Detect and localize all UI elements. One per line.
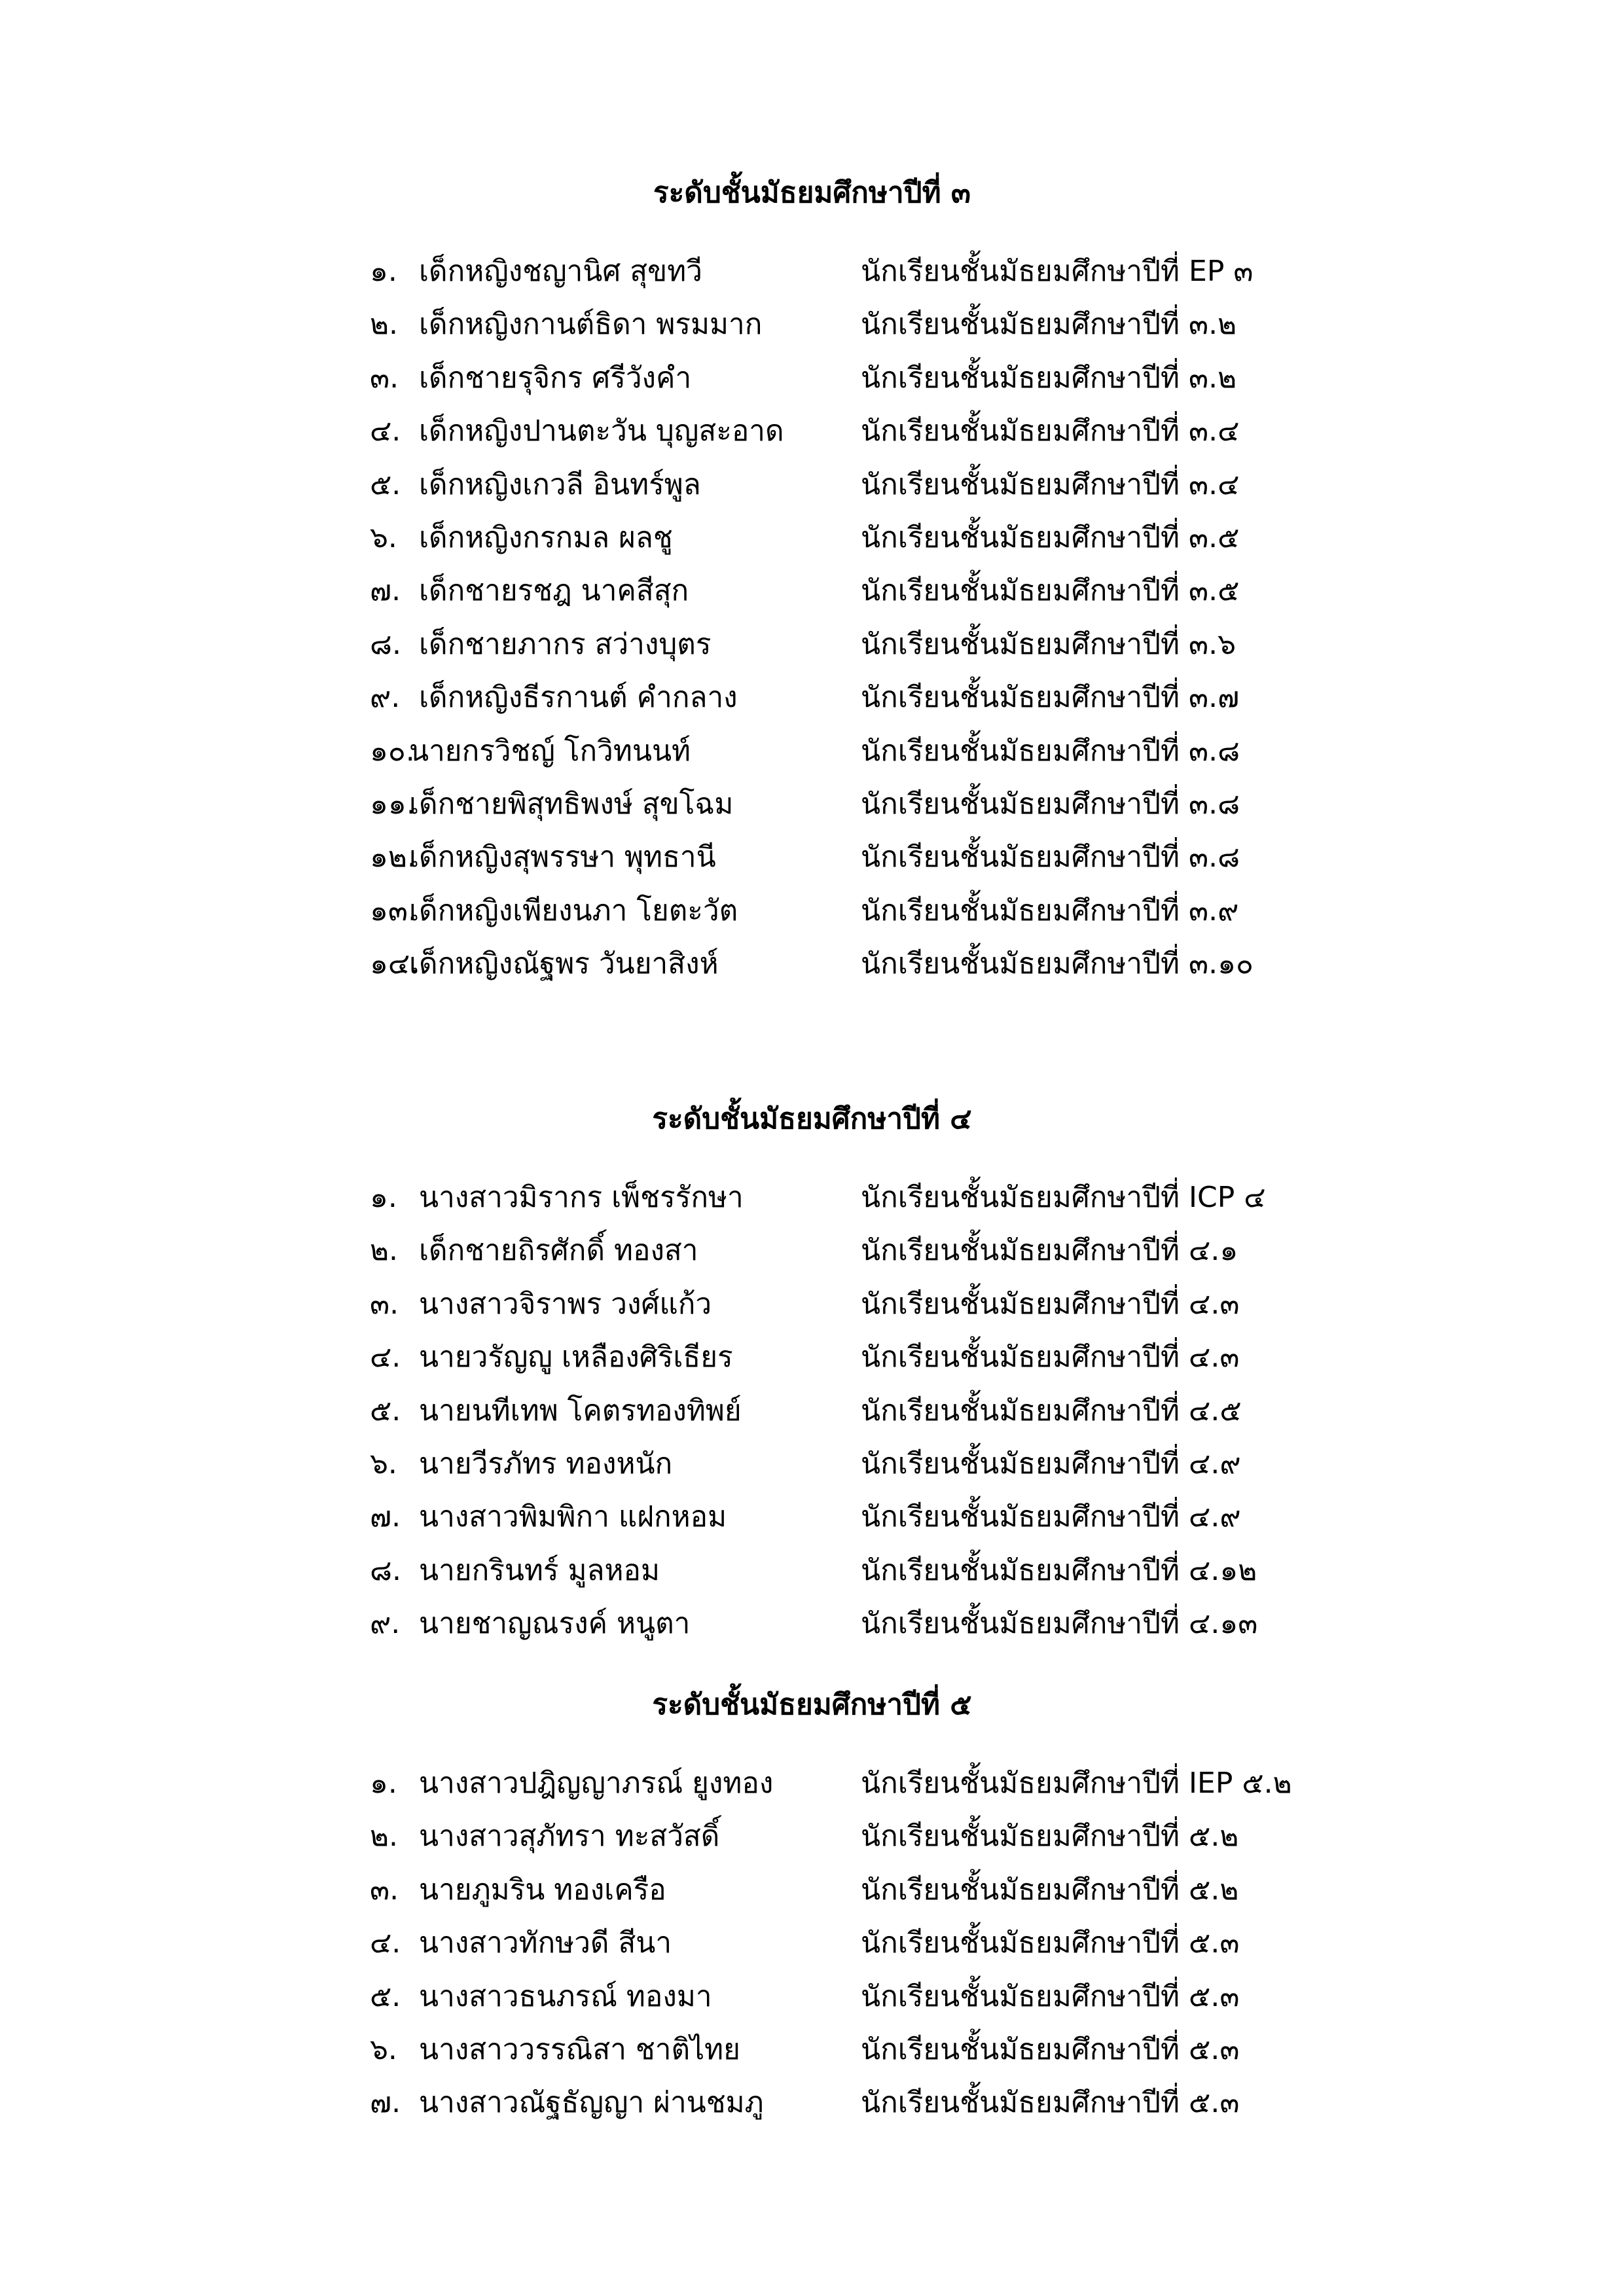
student-list <box>0 1178 1624 1658</box>
student-name: เด็กหญิงณัฐพร วันยาสิงห์ <box>409 947 719 981</box>
item-number: ๑๒. <box>370 840 416 874</box>
item-number: ๗. <box>370 1500 401 1534</box>
list-item <box>0 1764 1624 1817</box>
student-name: เด็กชายภากร สว่างบุตร <box>419 627 712 661</box>
student-name: เด็กหญิงเกวลี อินทร์พูล <box>419 467 701 501</box>
student-class: นักเรียนชั้นมัธยมศึกษาปีที่ ๓.๒ <box>861 308 1237 342</box>
item-number: ๕. <box>370 1393 401 1427</box>
student-class: นักเรียนชั้นมัธยมศึกษาปีที่ ๕.๓ <box>861 2086 1240 2120</box>
list-item <box>0 252 1624 305</box>
student-list <box>0 252 1624 997</box>
item-number: ๖. <box>370 1446 397 1480</box>
student-class: นักเรียนชั้นมัธยมศึกษาปีที่ ๔.๑๒ <box>861 1553 1257 1587</box>
student-name: นางสาวทักษวดี สีนา <box>419 1926 672 1960</box>
student-name: นายชาญณรงค์ หนูตา <box>419 1607 691 1641</box>
item-number: ๗. <box>370 2086 401 2120</box>
item-number: ๒. <box>370 1820 398 1854</box>
list-item <box>0 1178 1624 1231</box>
student-name: นางสาววรรณิสา ชาติไทย <box>419 2032 740 2066</box>
list-item <box>0 305 1624 358</box>
student-class: นักเรียนชั้นมัธยมศึกษาปีที่ ๕.๓ <box>861 1926 1240 1960</box>
list-item <box>0 1817 1624 1870</box>
student-class: นักเรียนชั้นมัธยมศึกษาปีที่ ๓.๔ <box>861 467 1240 501</box>
list-item <box>0 944 1624 997</box>
item-number: ๕. <box>370 467 401 501</box>
student-class: นักเรียนชั้นมัธยมศึกษาปีที่ ๔.๑ <box>861 1234 1238 1268</box>
list-item <box>0 838 1624 891</box>
section-title: ระดับชั้นมัธยมศึกษาปีที่ ๔ <box>652 1102 972 1136</box>
student-class: นักเรียนชั้นมัธยมศึกษาปีที่ ICP ๔ <box>861 1181 1266 1214</box>
student-name: นางสาวสุภัทรา ทะสวัสดิ์ <box>419 1820 720 1854</box>
list-item <box>0 1871 1624 1924</box>
student-class: นักเรียนชั้นมัธยมศึกษาปีที่ ๕.๓ <box>861 2032 1240 2066</box>
list-item <box>0 518 1624 571</box>
student-name: นายนทีเทพ โคตรทองทิพย์ <box>419 1393 742 1427</box>
student-class: นักเรียนชั้นมัธยมศึกษาปีที่ ๔.๓ <box>861 1340 1240 1374</box>
list-item <box>0 1604 1624 1657</box>
item-number: ๙. <box>370 681 401 715</box>
student-class: นักเรียนชั้นมัธยมศึกษาปีที่ ๓.๘ <box>861 840 1240 874</box>
list-item <box>0 412 1624 465</box>
student-name: เด็กชายถิรศักดิ์ ทองสา <box>419 1234 698 1268</box>
student-name: นายวรัญญู เหลืองศิริเธียร <box>419 1340 733 1374</box>
item-number: ๘. <box>370 627 401 661</box>
student-name: นางสาวปฎิญญาภรณ์ ยูงทอง <box>419 1767 774 1800</box>
student-class: นักเรียนชั้นมัธยมศึกษาปีที่ ๔.๑๓ <box>861 1607 1258 1641</box>
item-number: ๑๐. <box>370 734 415 768</box>
student-name: เด็กหญิงสุพรรษา พุทธานี <box>409 840 716 874</box>
student-name: เด็กชายรุจิกร ศรีวังคำ <box>419 361 692 395</box>
item-number: ๕. <box>370 1979 401 2013</box>
student-name: นายกรวิชญ์ โกวิทนนท์ <box>409 734 691 768</box>
list-item <box>0 1391 1624 1444</box>
student-class: นักเรียนชั้นมัธยมศึกษาปีที่ ๓.๒ <box>861 361 1237 395</box>
item-number: ๓. <box>370 1873 399 1907</box>
student-class: นักเรียนชั้นมัธยมศึกษาปีที่ ๓.๙ <box>861 893 1239 927</box>
section-title: ระดับชั้นมัธยมศึกษาปีที่ ๕ <box>652 1688 972 1721</box>
student-name: เด็กหญิงกรกมล ผลชู <box>419 520 673 554</box>
student-name: นางสาวจิราพร วงศ์แก้ว <box>419 1287 712 1321</box>
list-item <box>0 1231 1624 1284</box>
item-number: ๗. <box>370 574 401 608</box>
item-number: ๓. <box>370 1287 399 1321</box>
student-class: นักเรียนชั้นมัธยมศึกษาปีที่ ๔.๓ <box>861 1287 1240 1321</box>
list-item <box>0 625 1624 678</box>
student-name: นางสาวณัฐธัญญา ผ่านชมภู <box>419 2086 764 2120</box>
item-number: ๔. <box>370 414 401 448</box>
list-item <box>0 732 1624 785</box>
student-name: เด็กหญิงชญานิศ สุขทวี <box>419 255 702 288</box>
list-item <box>0 1924 1624 1977</box>
student-class: นักเรียนชั้นมัธยมศึกษาปีที่ ๔.๕ <box>861 1393 1242 1427</box>
student-name: เด็กหญิงธีรกานต์ คำกลาง <box>419 681 738 715</box>
student-class: นักเรียนชั้นมัธยมศึกษาปีที่ ๓.๗ <box>861 681 1240 715</box>
list-item <box>0 2030 1624 2083</box>
student-list <box>0 1764 1624 2137</box>
item-number: ๙. <box>370 1607 401 1641</box>
item-number: ๔. <box>370 1340 401 1374</box>
student-name: เด็กชายรชฎ นาคสีสุก <box>419 574 689 608</box>
student-name: นายภูมริน ทองเครือ <box>419 1873 666 1907</box>
student-name: นางสาวมิรากร เพ็ชรรักษา <box>419 1181 744 1214</box>
student-class: นักเรียนชั้นมัธยมศึกษาปีที่ ๓.๕ <box>861 520 1240 554</box>
student-class: นักเรียนชั้นมัธยมศึกษาปีที่ ๕.๒ <box>861 1820 1239 1854</box>
student-class: นักเรียนชั้นมัธยมศึกษาปีที่ ๓.๔ <box>861 414 1240 448</box>
student-class: นักเรียนชั้นมัธยมศึกษาปีที่ ๓.๘ <box>861 787 1240 821</box>
student-name: เด็กหญิงกานต์ธิดา พรมมาก <box>419 308 763 342</box>
student-class: นักเรียนชั้นมัธยมศึกษาปีที่ IEP ๕.๒ <box>861 1767 1292 1800</box>
student-name: นายกรินทร์ มูลหอม <box>419 1553 660 1587</box>
student-name: เด็กหญิงเพียงนภา โยตะวัต <box>409 893 738 927</box>
list-item <box>0 1551 1624 1604</box>
item-number: ๑๓. <box>370 893 417 927</box>
item-number: ๑๔. <box>370 947 420 981</box>
list-item <box>0 1285 1624 1338</box>
student-class: นักเรียนชั้นมัธยมศึกษาปีที่ EP ๓ <box>861 255 1254 288</box>
item-number: ๒. <box>370 1234 398 1268</box>
item-number: ๖. <box>370 2032 397 2066</box>
student-name: นางสาวพิมพิกา แฝกหอม <box>419 1500 727 1534</box>
student-name: เด็กหญิงปานตะวัน บุญสะอาด <box>419 414 784 448</box>
student-class: นักเรียนชั้นมัธยมศึกษาปีที่ ๕.๓ <box>861 1979 1240 2013</box>
student-class: นักเรียนชั้นมัธยมศึกษาปีที่ ๓.๖ <box>861 627 1236 661</box>
student-class: นักเรียนชั้นมัธยมศึกษาปีที่ ๔.๙ <box>861 1446 1241 1480</box>
item-number: ๒. <box>370 308 398 342</box>
student-class: นักเรียนชั้นมัธยมศึกษาปีที่ ๓.๑๐ <box>861 947 1254 981</box>
list-item <box>0 2083 1624 2136</box>
list-item <box>0 1444 1624 1498</box>
student-name: นายวีรภัทร ทองหนัก <box>419 1446 673 1480</box>
item-number: ๔. <box>370 1926 401 1960</box>
list-item <box>0 891 1624 944</box>
list-item <box>0 1977 1624 2030</box>
item-number: ๑. <box>370 255 397 288</box>
item-number: ๑๑. <box>370 787 416 821</box>
student-class: นักเรียนชั้นมัธยมศึกษาปีที่ ๓.๕ <box>861 574 1240 608</box>
item-number: ๓. <box>370 361 399 395</box>
item-number: ๘. <box>370 1553 401 1587</box>
section-title: ระดับชั้นมัธยมศึกษาปีที่ ๓ <box>653 176 971 209</box>
student-class: นักเรียนชั้นมัธยมศึกษาปีที่ ๕.๒ <box>861 1873 1239 1907</box>
list-item <box>0 359 1624 412</box>
list-item <box>0 465 1624 518</box>
list-item <box>0 1338 1624 1391</box>
item-number: ๑. <box>370 1767 397 1800</box>
list-item <box>0 571 1624 624</box>
item-number: ๖. <box>370 520 397 554</box>
student-class: นักเรียนชั้นมัธยมศึกษาปีที่ ๓.๘ <box>861 734 1240 768</box>
item-number: ๑. <box>370 1181 397 1214</box>
list-item <box>0 785 1624 838</box>
student-name: นางสาวธนภรณ์ ทองมา <box>419 1979 712 2013</box>
list-item <box>0 678 1624 731</box>
student-name: เด็กชายพิสุทธิพงษ์ สุขโฉม <box>409 787 734 821</box>
student-class: นักเรียนชั้นมัธยมศึกษาปีที่ ๔.๙ <box>861 1500 1241 1534</box>
list-item <box>0 1498 1624 1551</box>
